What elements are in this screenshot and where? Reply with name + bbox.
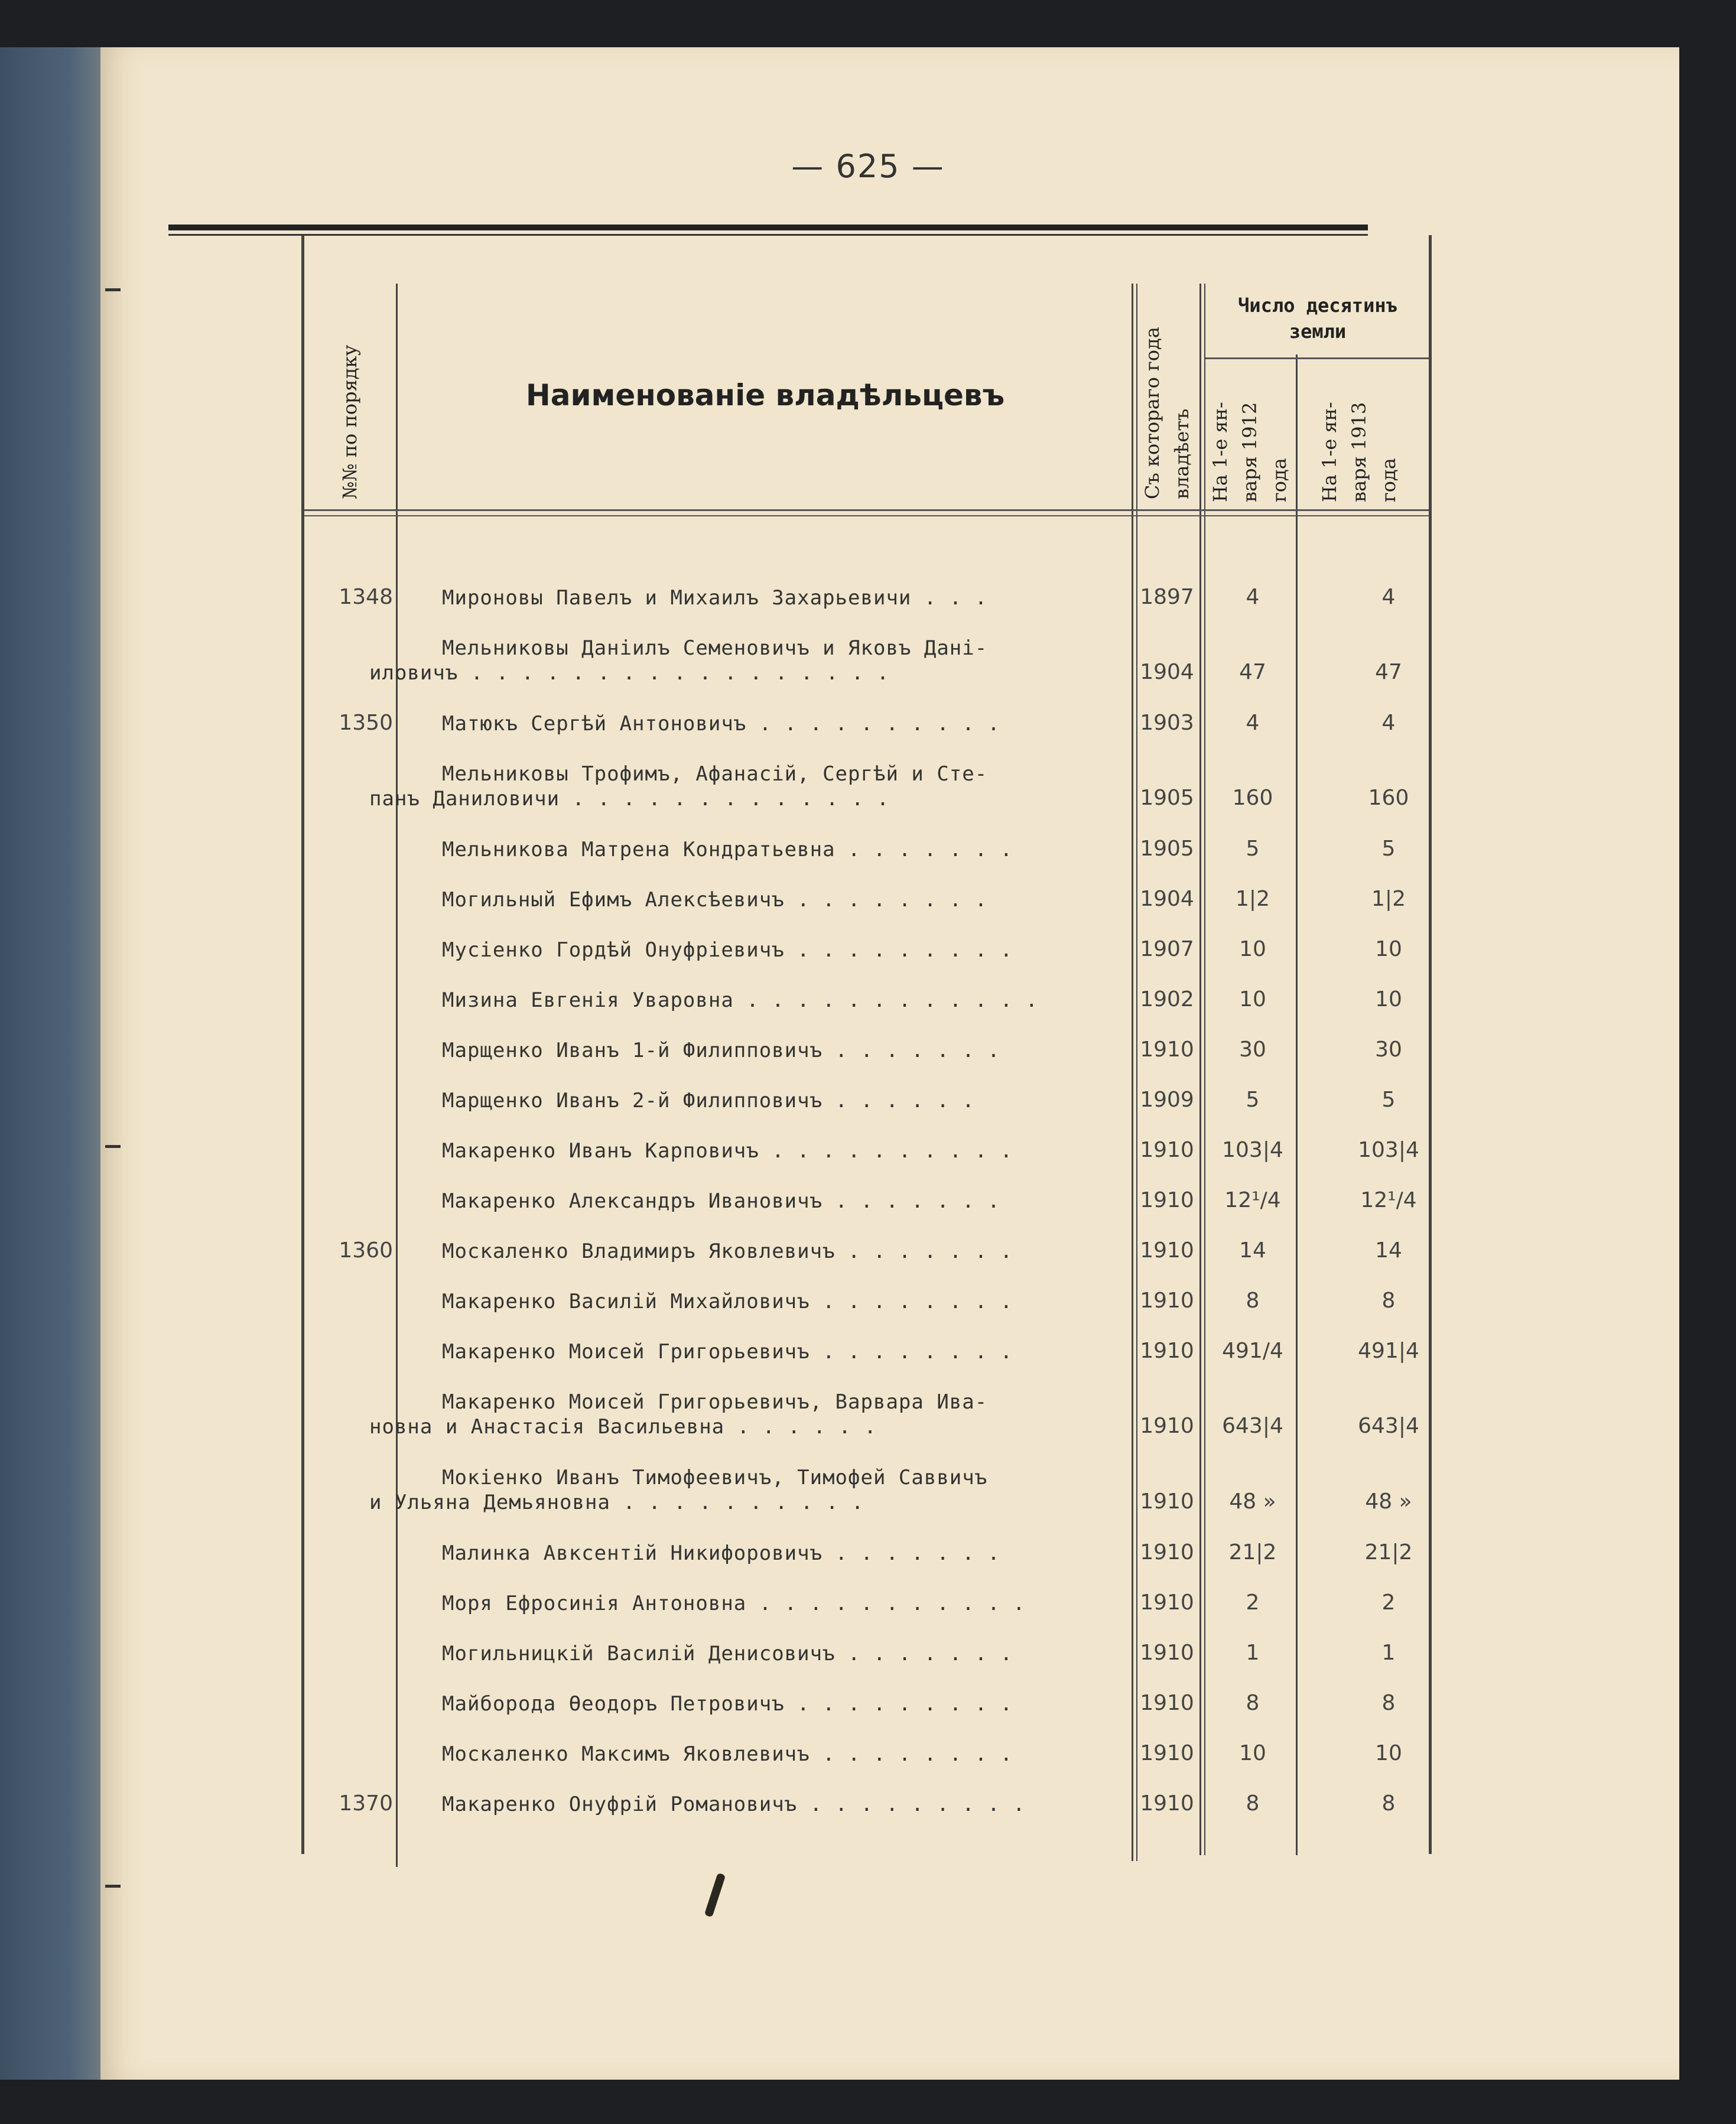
row-year: 1910 (1140, 1741, 1194, 1765)
row-value-1912: 2 (1246, 1590, 1260, 1615)
row-value-1913: 4 (1381, 711, 1396, 735)
row-value-1913: 103|4 (1358, 1138, 1419, 1162)
row-value-1912: 48 » (1229, 1489, 1276, 1514)
owner-name-line: Майборода Өеодоръ Петровичъ . . . . . . . . . (442, 1692, 1013, 1716)
row-value-1912: 47 (1239, 660, 1266, 684)
row-year: 1897 (1140, 585, 1194, 609)
owner-name-line: Малинка Авксентій Никифоровичъ . . . . . . . (442, 1541, 1000, 1565)
header-bottom-rule-b (304, 515, 1429, 516)
row-year: 1910 (1140, 1238, 1194, 1263)
row-year: 1903 (1140, 711, 1194, 735)
table-top-rule-thin (168, 234, 1368, 236)
row-value-1912: 1|2 (1236, 887, 1270, 911)
header-col-group: Число десятинъ земли (1238, 294, 1397, 343)
row-value-1912: 10 (1239, 987, 1266, 1011)
header-col-1913: На 1-е ян-варя 1913 года (1318, 402, 1400, 502)
row-value-1913: 160 (1368, 786, 1409, 810)
row-value-1913: 491|4 (1358, 1339, 1419, 1363)
owner-name-line: Макаренко Моисей Григорьевичъ, Варвара Ива- (442, 1390, 988, 1414)
row-value-1912: 10 (1239, 1741, 1266, 1765)
table-left-border (301, 235, 304, 1854)
owner-name-line: Макаренко Моисей Григорьевичъ . . . . . . . . (442, 1340, 1013, 1364)
row-value-1913: 4 (1381, 585, 1396, 609)
row-number: 1350 (339, 711, 393, 735)
row-value-1912: 10 (1239, 937, 1266, 961)
row-value-1912: 21|2 (1228, 1540, 1277, 1564)
owner-name-line: Макаренко Василій Михайловичъ . . . . . . . . (442, 1290, 1013, 1313)
row-value-1912: 4 (1246, 585, 1260, 609)
row-year: 1910 (1140, 1641, 1194, 1665)
row-year: 1904 (1140, 660, 1194, 684)
owner-name-line: иловичъ . . . . . . . . . . . . . . . . . (369, 661, 890, 685)
row-year: 1907 (1140, 937, 1194, 961)
owner-name-line: Марщенко Иванъ 2-й Филипповичъ . . . . . . (442, 1089, 975, 1113)
row-year: 1909 (1140, 1088, 1194, 1112)
header-group-rule (1205, 357, 1429, 359)
book-spine (0, 47, 100, 2080)
owner-name-line: Мельникова Матрена Кондратьевна . . . . . . . (442, 838, 1013, 861)
owner-name-line: Могильницкій Василій Денисовичъ . . . . . . . (442, 1642, 1013, 1666)
owner-name-line: Марщенко Иванъ 1-й Филипповичъ . . . . . . . (442, 1039, 1000, 1062)
column-divider-number (396, 284, 398, 1867)
owner-name-line: Мусіенко Гордѣй Онуфріевичъ . . . . . . . . . (442, 938, 1013, 962)
owner-name-line: и Ульяна Демьяновна . . . . . . . . . . (369, 1491, 864, 1514)
row-value-1913: 1|2 (1371, 887, 1406, 911)
row-year: 1910 (1140, 1791, 1194, 1816)
row-value-1913: 21|2 (1364, 1540, 1413, 1564)
header-col-name: Наименованіе владѣльцевъ (525, 378, 1005, 412)
owner-name-line: Мельниковы Трофимъ, Афанасій, Сергѣй и Сте- (442, 762, 988, 786)
row-value-1913: 8 (1381, 1691, 1396, 1715)
owner-name-line: Могильный Ефимъ Алексѣевичъ . . . . . . . . (442, 888, 988, 912)
row-value-1912: 4 (1246, 711, 1260, 735)
row-year: 1910 (1140, 1540, 1194, 1564)
row-number: 1348 (339, 585, 393, 609)
owner-name-line: Мизина Евгенія Уваровна . . . . . . . . . . . . (442, 988, 1039, 1012)
row-value-1913: 643|4 (1358, 1414, 1419, 1438)
row-value-1912: 5 (1246, 837, 1260, 861)
margin-tick (105, 1145, 121, 1148)
owner-name-line: Мельниковы Даніилъ Семеновичъ и Яковъ Дані- (442, 636, 988, 660)
row-value-1913: 47 (1375, 660, 1402, 684)
row-value-1913: 10 (1375, 937, 1402, 961)
row-year: 1910 (1140, 1339, 1194, 1363)
owner-name-line: Макаренко Онуфрій Романовичъ . . . . . . . . . (442, 1793, 1026, 1816)
row-value-1913: 12¹/4 (1360, 1188, 1417, 1212)
row-value-1913: 30 (1375, 1037, 1402, 1062)
owner-name-line: панъ Даниловичи . . . . . . . . . . . . . (369, 787, 890, 811)
row-year: 1904 (1140, 887, 1194, 911)
row-value-1913: 1 (1381, 1641, 1396, 1665)
column-divider-name-b (1136, 284, 1137, 1861)
row-year: 1910 (1140, 1037, 1194, 1062)
row-value-1913: 10 (1375, 987, 1402, 1011)
row-year: 1902 (1140, 987, 1194, 1011)
row-year: 1910 (1140, 1414, 1194, 1438)
row-year: 1910 (1140, 1138, 1194, 1162)
row-value-1912: 643|4 (1222, 1414, 1283, 1438)
row-year: 1905 (1140, 786, 1194, 810)
margin-tick (105, 288, 121, 291)
header-col-1912: На 1-е ян-варя 1912 года (1209, 402, 1290, 502)
column-divider-year (1199, 284, 1201, 1855)
row-year: 1905 (1140, 837, 1194, 861)
header-col-number: №№ по порядку (339, 344, 361, 499)
row-value-1913: 48 » (1365, 1489, 1412, 1514)
row-year: 1910 (1140, 1489, 1194, 1514)
row-value-1913: 5 (1381, 837, 1396, 861)
row-year: 1910 (1140, 1590, 1194, 1615)
row-value-1913: 10 (1375, 1741, 1402, 1765)
page-number: — 625 — (791, 148, 945, 185)
owner-name-line: Москаленко Максимъ Яковлевичъ . . . . . . . . (442, 1742, 1013, 1766)
owner-name-line: Макаренко Иванъ Карповичъ . . . . . . . . . . (442, 1139, 1013, 1163)
row-value-1912: 12¹/4 (1224, 1188, 1281, 1212)
row-value-1912: 14 (1239, 1238, 1266, 1263)
row-number: 1370 (339, 1791, 393, 1816)
row-value-1913: 14 (1375, 1238, 1402, 1263)
owner-name-line: Матюкъ Сергѣй Антоновичъ . . . . . . . . . . (442, 712, 1000, 736)
row-value-1912: 103|4 (1222, 1138, 1283, 1162)
row-year: 1910 (1140, 1188, 1194, 1212)
row-value-1912: 1 (1246, 1641, 1260, 1665)
row-value-1912: 5 (1246, 1088, 1260, 1112)
column-divider-year-b (1204, 284, 1205, 1855)
row-number: 1360 (339, 1238, 393, 1263)
table-top-rule (168, 225, 1368, 230)
header-col-since: Съ котораго года владѣетъ (1141, 327, 1193, 499)
row-value-1912: 160 (1232, 786, 1273, 810)
row-value-1913: 8 (1381, 1289, 1396, 1313)
row-value-1912: 8 (1246, 1791, 1260, 1816)
row-year: 1910 (1140, 1691, 1194, 1715)
header-bottom-rule (304, 509, 1429, 511)
owner-name-line: Москаленко Владимиръ Яковлевичъ . . . . . . . (442, 1240, 1013, 1263)
owner-name-line: Мокіенко Иванъ Тимофеевичъ, Тимофей Саввичъ (442, 1466, 988, 1489)
row-year: 1910 (1140, 1289, 1194, 1313)
owner-name-line: новна и Анастасія Васильевна . . . . . . (369, 1415, 877, 1439)
owner-name-line: Макаренко Александръ Ивановичъ . . . . . . . (442, 1189, 1000, 1213)
column-divider-name (1132, 284, 1133, 1861)
row-value-1912: 8 (1246, 1691, 1260, 1715)
row-value-1912: 491/4 (1222, 1339, 1283, 1363)
row-value-1912: 8 (1246, 1289, 1260, 1313)
owner-name-line: Моря Ефросинія Антоновна . . . . . . . . . . . (442, 1592, 1026, 1615)
row-value-1912: 30 (1239, 1037, 1266, 1062)
owner-name-line: Мироновы Павелъ и Михаилъ Захарьевичи . . . (442, 586, 988, 610)
margin-tick (105, 1885, 121, 1888)
row-value-1913: 8 (1381, 1791, 1396, 1816)
row-value-1913: 5 (1381, 1088, 1396, 1112)
row-value-1913: 2 (1381, 1590, 1396, 1615)
